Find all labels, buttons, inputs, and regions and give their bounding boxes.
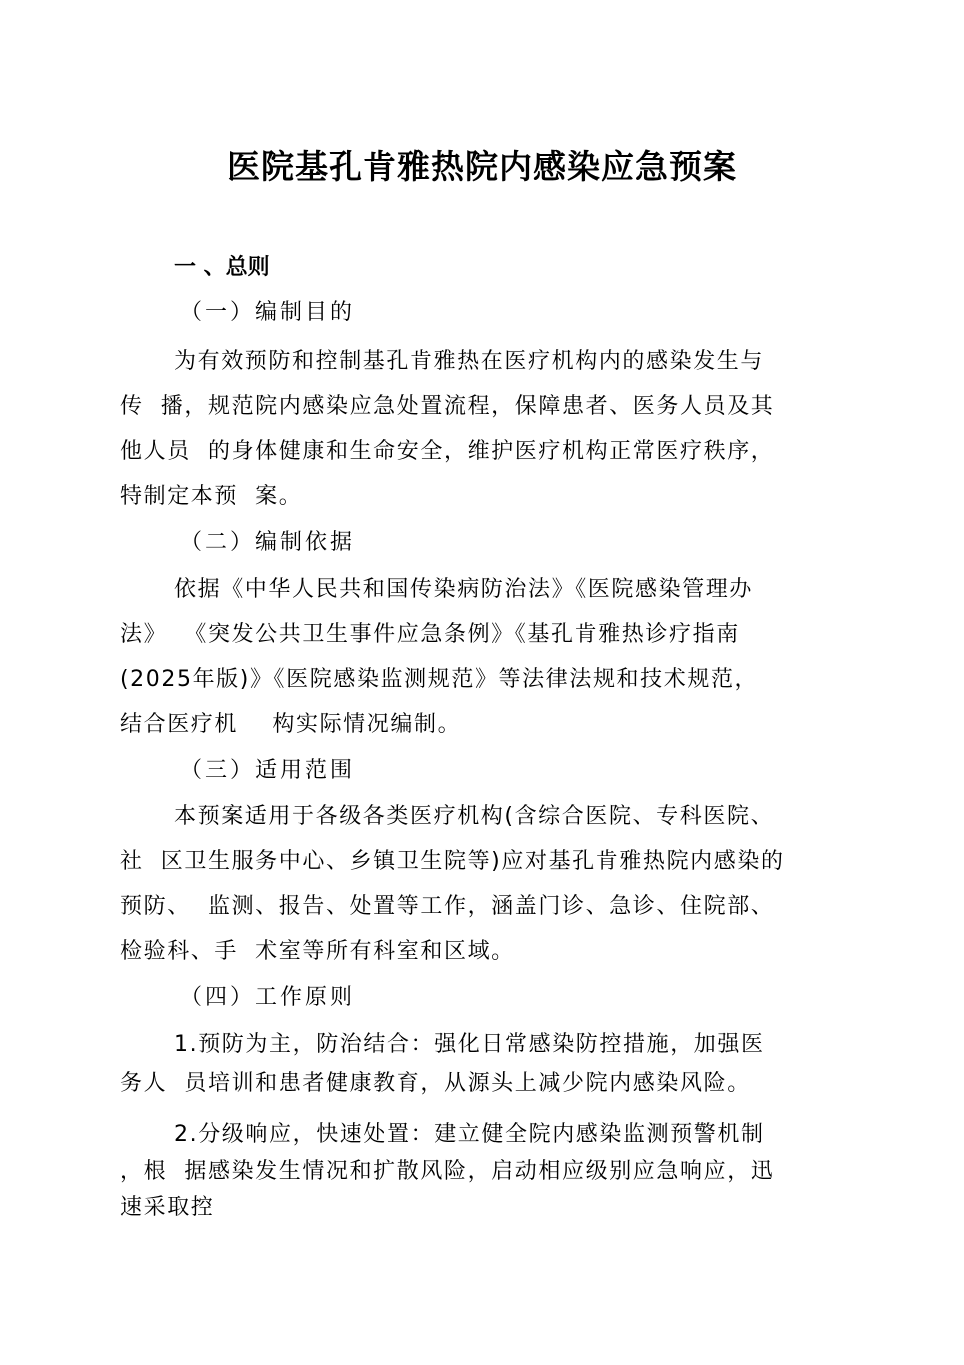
principle-item-line: 2.分级响应，快速处置：建立健全院内感染监测预警机制: [174, 1122, 765, 1147]
paragraph-line: 检验科、手 术室等所有科室和区域。: [120, 939, 515, 964]
paragraph-line: (2025年版)》《医院感染监测规范》等法律法规和技术规范，: [120, 667, 759, 692]
section-heading-general: 一 、总则: [174, 255, 270, 280]
principle-item-line: 1.预防为主，防治结合：强化日常感染防控措施，加强医: [174, 1032, 765, 1057]
subsection-heading-purpose: （一）编制目的: [180, 300, 356, 325]
paragraph-line: 社 区卫生服务中心、乡镇卫生院等)应对基孔肯雅热院内感染的: [120, 849, 785, 874]
subsection-heading-basis: （二）编制依据: [180, 530, 356, 555]
paragraph-line: 结合医疗机 构实际情况编制。: [120, 712, 462, 737]
subsection-heading-scope: （三）适用范围: [180, 758, 356, 783]
paragraph-line: 预防、 监测、报告、处置等工作，涵盖门诊、急诊、住院部、: [120, 894, 775, 919]
paragraph-line: 法》 《突发公共卫生事件应急条例》《基孔肯雅热诊疗指南: [120, 622, 740, 647]
paragraph-line: 本预案适用于各级各类医疗机构(含综合医院、专科医院、: [174, 804, 775, 829]
subsection-heading-principles: （四）工作原则: [180, 985, 356, 1010]
paragraph-line: 特制定本预 案。: [120, 484, 303, 509]
principle-item-line: 务人 员培训和患者健康教育，从源头上减少院内感染风险。: [120, 1071, 751, 1096]
paragraph-line: 为有效预防和控制基孔肯雅热在医疗机构内的感染发生与: [174, 349, 765, 374]
paragraph-line: 依据《中华人民共和国传染病防治法》《医院感染管理办: [174, 577, 754, 602]
document-title: 医院基孔肯雅热院内感染应急预案: [227, 147, 737, 186]
principle-item-line: 速采取控: [120, 1195, 215, 1220]
principle-item-line: ，根 据感染发生情况和扩散风险，启动相应级别应急响应，迅: [120, 1159, 775, 1184]
paragraph-line: 他人员 的身体健康和生命安全，维护医疗机构正常医疗秩序，: [120, 439, 775, 464]
paragraph-line: 传 播，规范院内感染应急处置流程，保障患者、医务人员及其: [120, 394, 775, 419]
